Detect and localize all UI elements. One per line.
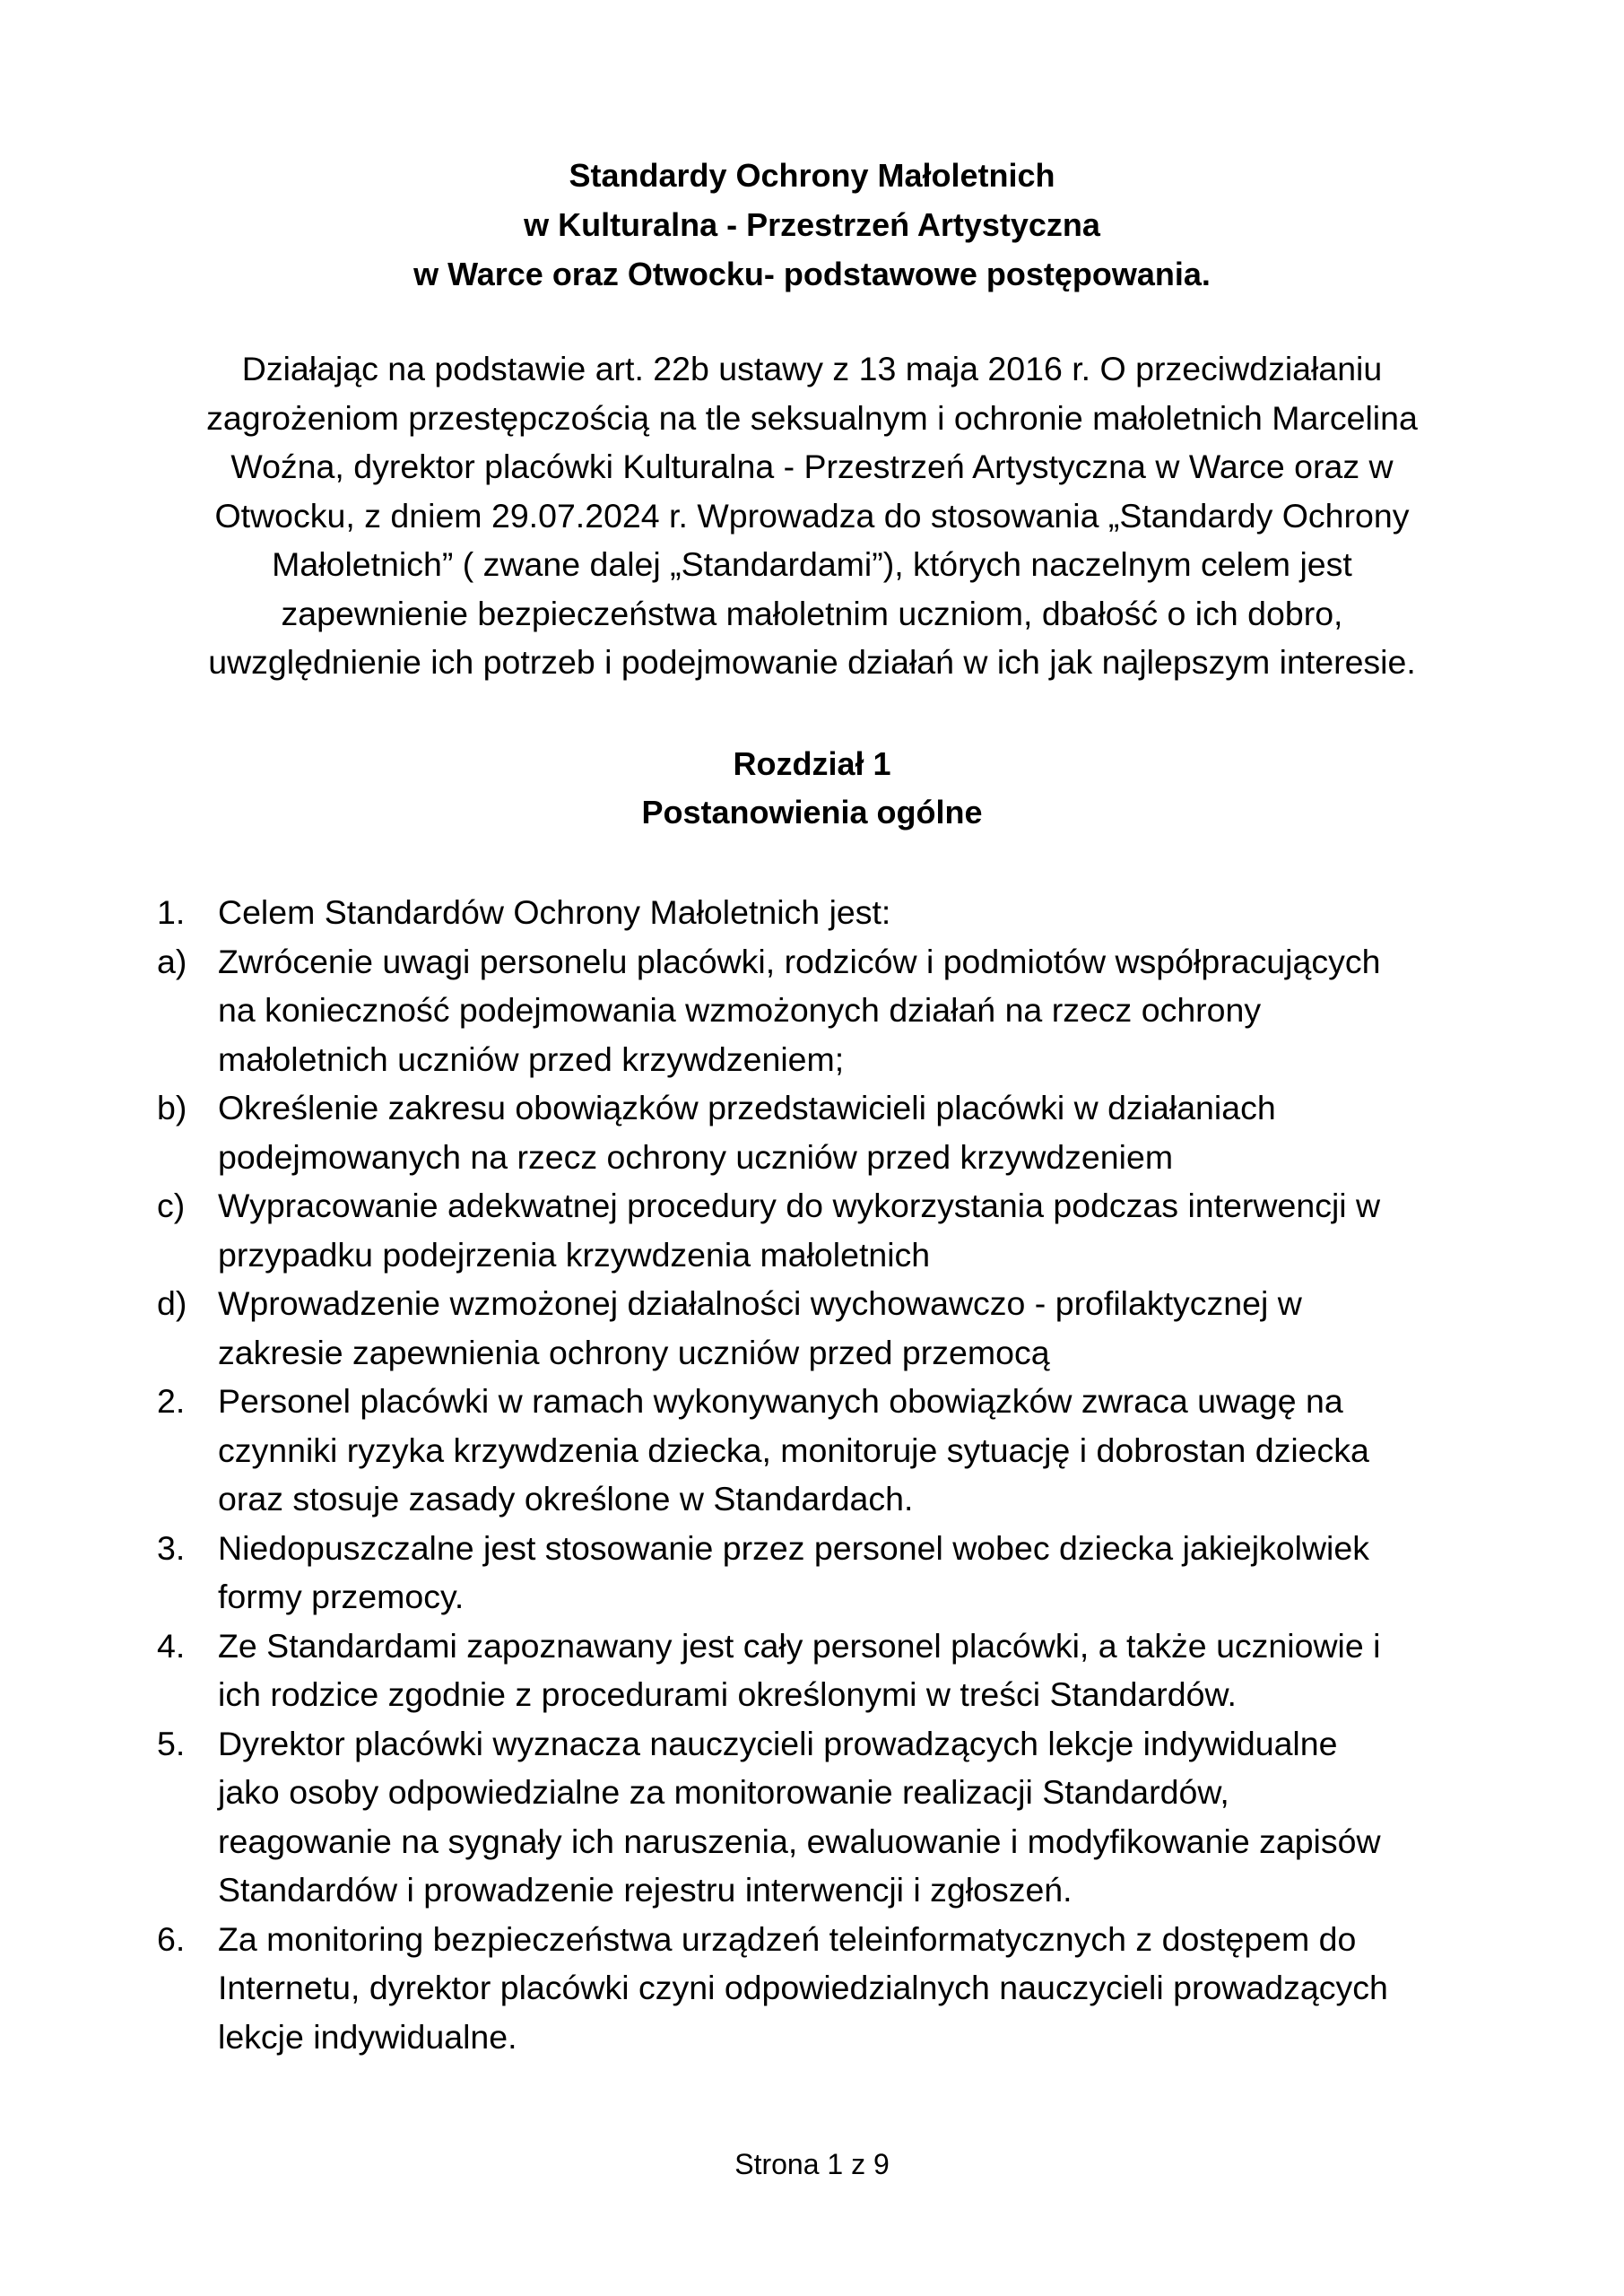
list-item xyxy=(0,1915,1624,2062)
list-item-line: lekcje indywidualne. xyxy=(218,2017,517,2056)
list-item-line: Standardów i prowadzenie rejestru interwencji i zgłoszeń. xyxy=(218,1871,1073,1909)
title-line: Standardy Ochrony Małoletnich xyxy=(569,157,1055,194)
list-item-line: ich rodzice zgodnie z procedurami określonymi w treści Standardów. xyxy=(218,1675,1237,1713)
list-marker: 3. xyxy=(157,1528,186,1567)
title-line: w Warce oraz Otwocku- podstawowe postępowania. xyxy=(413,256,1211,292)
page-footer xyxy=(0,2142,1624,2187)
list-item-line: przypadku podejrzenia krzywdzenia małoletnich xyxy=(218,1235,931,1274)
list-marker: c) xyxy=(157,1187,186,1224)
list-item-line: Ze Standardami zapoznawany jest cały personel placówki, a także uczniowie i xyxy=(218,1626,1381,1665)
list-item xyxy=(0,937,1624,1084)
document-title xyxy=(0,151,1624,299)
intro-line: zapewnienie bezpieczeństwa małoletnim uczniom, dbałość o ich dobro, xyxy=(281,594,1343,632)
list-marker: 2. xyxy=(157,1382,186,1420)
list-item xyxy=(0,1181,1624,1279)
list-item-line: czynniki ryzyka krzywdzenia dziecka, monitoruje sytuację i dobrostan dziecka xyxy=(218,1431,1369,1469)
list-item-line: Celem Standardów Ochrony Małoletnich jest: xyxy=(218,893,891,931)
chapter-title: Postanowienia ogólne xyxy=(641,794,983,831)
intro-line: Małoletnich” ( zwane dalej „Standardami”), których naczelnym celem jest xyxy=(272,545,1352,583)
intro-paragraph xyxy=(0,344,1624,687)
list-item-line: na konieczność podejmowania wzmożonych działań na rzecz ochrony xyxy=(218,991,1262,1029)
list-item xyxy=(0,1622,1624,1719)
list-item-line: Niedopuszczalne jest stosowanie przez personel wobec dziecka jakiejkolwiek xyxy=(218,1528,1369,1567)
list-item-line: Internetu, dyrektor placówki czyni odpowiedzialnych nauczycieli prowadzących xyxy=(218,1969,1388,2006)
list-item-line: jako osoby odpowiedzialne za monitorowanie realizacji Standardów, xyxy=(218,1773,1229,1811)
list-marker: 4. xyxy=(157,1626,186,1665)
list-item-line: Określenie zakresu obowiązków przedstawicieli placówki w działaniach xyxy=(218,1089,1276,1126)
list-marker: a) xyxy=(157,942,187,980)
list-marker: d) xyxy=(157,1284,187,1322)
intro-line: Działając na podstawie art. 22b ustawy z 13 maja 2016 r. O przeciwdziałaniu xyxy=(241,350,1383,387)
list-item xyxy=(0,1719,1624,1915)
list-item-line: Wprowadzenie wzmożonej działalności wychowawczo - profilaktycznej w xyxy=(218,1284,1302,1322)
list-item-line: oraz stosuje zasady określone w Standardach. xyxy=(218,1480,914,1518)
list-item-line: Wypracowanie adekwatnej procedury do wykorzystania podczas interwencji w xyxy=(218,1187,1381,1224)
list-item-line: Personel placówki w ramach wykonywanych obowiązków zwraca uwagę na xyxy=(218,1382,1343,1420)
list-marker: 5. xyxy=(157,1724,186,1762)
list-item-line: reagowanie na sygnały ich naruszenia, ewaluowanie i modyfikowanie zapisów xyxy=(218,1822,1381,1860)
list-item xyxy=(0,888,1624,937)
page-number: Strona 1 z 9 xyxy=(734,2148,890,2180)
provisions-list xyxy=(0,888,1624,2061)
list-marker: 6. xyxy=(157,1919,186,1958)
title-line: w Kulturalna - Przestrzeń Artystyczna xyxy=(524,206,1100,243)
intro-line: zagrożeniom przestępczością na tle seksualnym i ochronie małoletnich Marcelina xyxy=(206,398,1418,437)
chapter-number: Rozdział 1 xyxy=(733,745,891,782)
list-item xyxy=(0,1524,1624,1622)
list-item-line: małoletnich uczniów przed krzywdzeniem; xyxy=(218,1039,845,1078)
list-item-line: Dyrektor placówki wyznacza nauczycieli prowadzących lekcje indywidualne xyxy=(218,1724,1338,1762)
intro-line: Woźna, dyrektor placówki Kulturalna - Przestrzeń Artystyczna w Warce oraz w xyxy=(230,448,1394,485)
list-item-line: Zwrócenie uwagi personelu placówki, rodziców i podmiotów współpracujących xyxy=(218,942,1381,980)
list-item xyxy=(0,1377,1624,1524)
list-item-line: formy przemocy. xyxy=(218,1578,465,1615)
intro-line: uwzględnienie ich potrzeb i podejmowanie działań w ich jak najlepszym interesie. xyxy=(208,643,1416,681)
list-item-line: podejmowanych na rzecz ochrony uczniów przed krzywdzeniem xyxy=(218,1137,1174,1176)
list-item-line: Za monitoring bezpieczeństwa urządzeń teleinformatycznych z dostępem do xyxy=(218,1919,1357,1958)
chapter-heading xyxy=(0,740,1624,837)
list-item xyxy=(0,1083,1624,1181)
list-item xyxy=(0,1279,1624,1377)
list-item-line: zakresie zapewnienia ochrony uczniów przed przemocą xyxy=(218,1333,1050,1371)
list-marker: b) xyxy=(157,1089,187,1126)
intro-line: Otwocku, z dniem 29.07.2024 r. Wprowadza do stosowania „Standardy Ochrony xyxy=(214,496,1410,535)
list-marker: 1. xyxy=(157,893,186,931)
